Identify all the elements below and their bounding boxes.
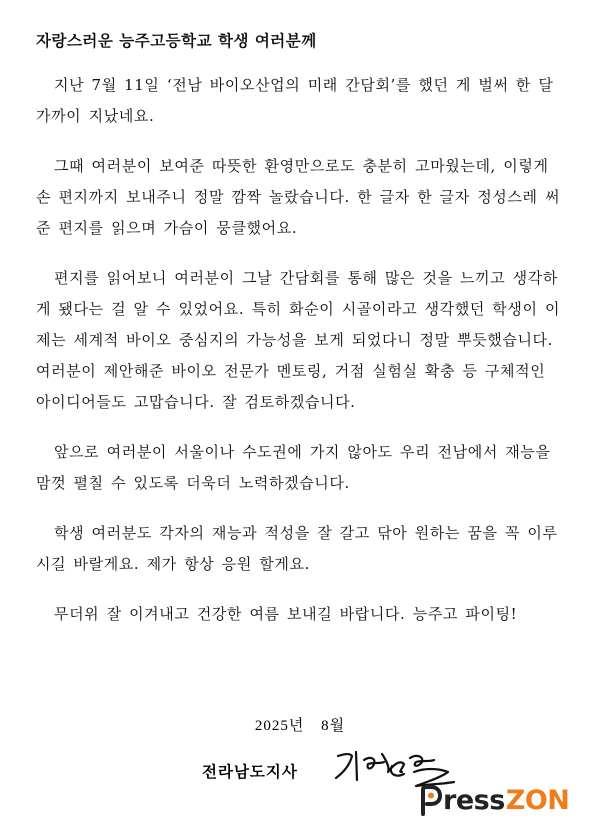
letter-paragraph-5: 학생 여러분도 각자의 재능과 적성을 잘 갈고 닦아 원하는 꿈을 꼭 이루시길 바랄게요. 제가 항상 응원 할게요. (36, 524, 558, 573)
letter-paragraph-2: 그때 여러분이 보여준 따뜻한 환영만으로도 충분히 고마웠는데, 이렇게 손 편지까지 보내주니 정말 깜짝 놀랐습니다. 한 글자 한 글자 정성스레 써 준 편지를 읽으며 가슴이 뭉클했어요. (36, 157, 561, 237)
letter-paragraph-3: 편지를 읽어보니 여러분이 그날 간담회를 통해 많은 것을 느끼고 생각하게 됐다는 걸 알 수 있었어요. 특히 화순이 시골이라고 생각했던 학생이 이제는 세계적 바이오 중심지의 가능성을 보게 되었다니 정말 뿌듯했습니다. 여러분이 제안해준 바이오 전문가 멘토링, 거점 실험실 확충 등 구체적인 아이디어들도 고맙습니다. 잘 검토하겠습니다. (36, 269, 561, 411)
logo-text-zon: ZON (505, 784, 570, 816)
signer-title: 전라남도지사 (202, 763, 298, 781)
letter-paragraph-6: 무더위 잘 이겨내고 건강한 여름 보내길 바랍니다. 능주고 파이팅! (54, 605, 518, 623)
letter-paragraph-4: 앞으로 여러분이 서울이나 수도권에 가지 않아도 우리 전남에서 재능을 맘껏 펼칠 수 있도록 더욱더 노력하겠습니다. (36, 443, 551, 492)
letter-paragraph-1: 지난 7월 11일 ‘전남 바이오산업의 미래 간담회’를 했던 게 벌써 한 달 가까이 지났네요. (36, 76, 554, 125)
p-logo-mark-icon (418, 784, 442, 816)
letter-salutation: 자랑스러운 능주고등학교 학생 여러분께 (36, 32, 317, 50)
presszon-logo (418, 782, 569, 818)
logo-text-ress: ress (443, 784, 505, 816)
letter-date: 2025년 8월 (254, 718, 346, 734)
